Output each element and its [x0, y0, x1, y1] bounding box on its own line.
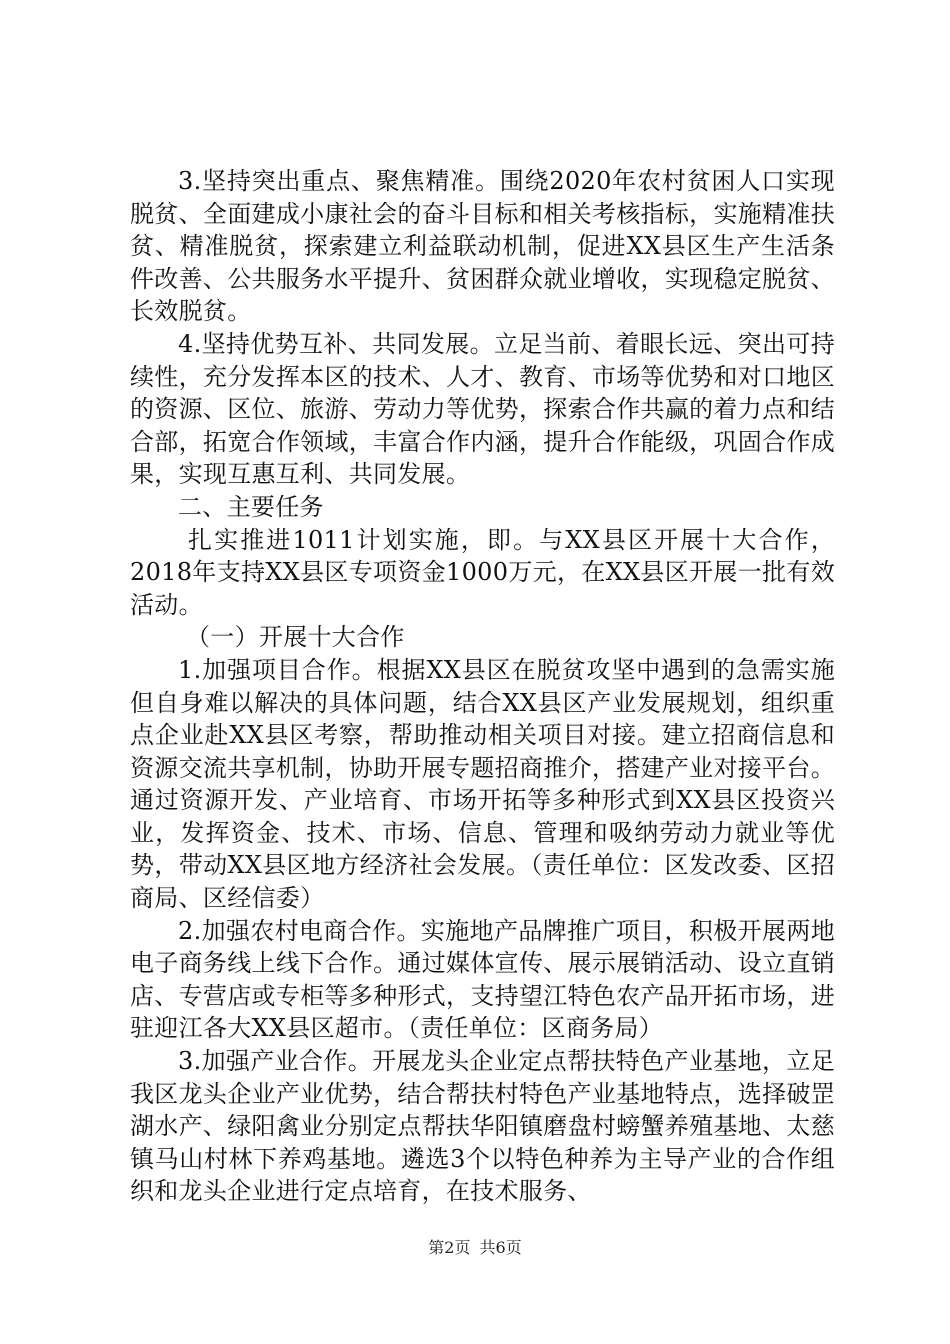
page-number: 第2页 [428, 1238, 471, 1257]
paragraph-task-intro: 扎实推进1011计划实施，即。与XX县区开展十大合作，2018年支持XX县区专项资金1000万元，在XX县区开展一批有效活动。 [130, 525, 835, 619]
document-body [130, 165, 835, 1208]
paragraph-principle-4: 4.坚持优势互补、共同发展。立足当前、着眼长远、突出可持续性，充分发挥本区的技术、人才、教育、市场等优势和对口地区的资源、区位、旅游、劳动力等优势，探索合作共赢的着力点和结合部，拓宽合作领域，丰富合作内涵，提升合作能级，巩固合作成果，实现互惠互利、共同发展。 [130, 329, 835, 489]
page-footer [0, 1238, 950, 1258]
subsection-heading-ten-cooperations: （一）开展十大合作 [186, 623, 405, 652]
paragraph-project-cooperation: 1.加强项目合作。根据XX县区在脱贫攻坚中遇到的急需实施但自身难以解决的具体问题，结合XX县区产业发展规划，组织重点企业赴XX县区考察，帮助推动相关项目对接。建立招商信息和资源交流共享机制，协助开展专题招商推介，搭建产业对接平台。通过资源开发、产业培育、市场开拓等多种形式到XX县区投资兴业，发挥资金、技术、市场、信息、管理和吸纳劳动力就业等优势，带动XX县区地方经济社会发展。（责任单位：区发改委、区招商局、区经信委） [130, 655, 835, 913]
section-heading-main-tasks: 二、主要任务 [178, 492, 324, 521]
page-total: 共6页 [479, 1238, 522, 1257]
paragraph-industry-cooperation: 3.加强产业合作。开展龙头企业定点帮扶特色产业基地，立足我区龙头企业产业优势，结合帮扶村特色产业基地特点，选择破罡湖水产、绿阳禽业分别定点帮扶华阳镇磨盘村螃蟹养殖基地、太慈镇马山村林下养鸡基地。遴选3个以特色种养为主导产业的合作组织和龙头企业进行定点培育，在技术服务、 [130, 1047, 835, 1206]
paragraph-ecommerce-cooperation: 2.加强农村电商合作。实施地产品牌推广项目，积极开展两地电子商务线上线下合作。通过媒体宣传、展示展销活动、设立直销店、专营店或专柜等多种形式，支持望江特色农产品开拓市场，进驻迎江各大XX县区超市。（责任单位：区商务局） [130, 916, 835, 1043]
paragraph-principle-3: 3.坚持突出重点、聚焦精准。围绕2020年农村贫困人口实现脱贫、全面建成小康社会的奋斗目标和相关考核指标，实施精准扶贫、精准脱贫，探索建立利益联动机制，促进XX县区生产生活条件改善、公共服务水平提升、贫困群众就业增收，实现稳定脱贫、长效脱贫。 [130, 167, 835, 326]
